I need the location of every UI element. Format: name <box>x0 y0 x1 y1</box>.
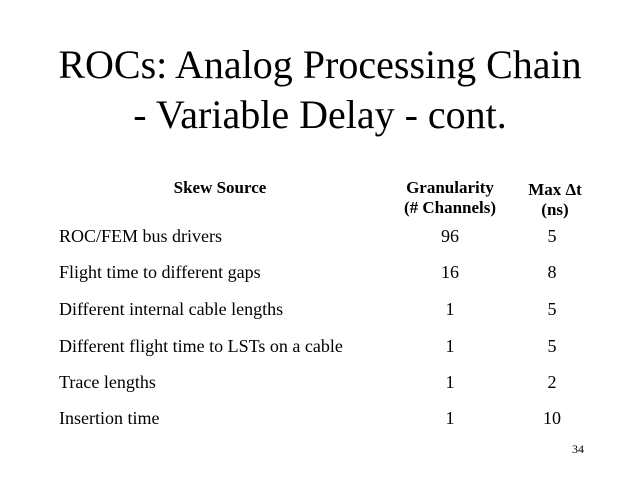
header-granularity-line-1: Granularity <box>406 178 494 197</box>
row-max-dt: 5 <box>547 299 557 319</box>
header-granularity-line-2: (# Channels) <box>403 198 497 217</box>
row-source: Different internal cable lengths <box>59 299 284 319</box>
header-max-dt <box>505 180 605 220</box>
table-row <box>0 296 640 322</box>
row-source: Trace lengths <box>59 372 156 392</box>
row-source: Insertion time <box>59 408 160 428</box>
row-max-dt: 5 <box>547 226 557 246</box>
row-max-dt: 10 <box>543 408 561 428</box>
row-source: Flight time to different gaps <box>59 262 261 282</box>
row-source: Different flight time to LSTs on a cable <box>59 336 343 356</box>
header-max-dt-line-1: Max Δt <box>528 180 582 199</box>
row-max-dt: 8 <box>547 262 557 282</box>
row-max-dt: 2 <box>547 372 557 392</box>
row-granularity: 96 <box>441 226 459 246</box>
header-skew-source: Skew Source <box>173 178 267 197</box>
page-number: 34 <box>572 442 584 456</box>
row-granularity: 16 <box>441 262 459 282</box>
table-row <box>0 223 640 249</box>
row-granularity: 1 <box>445 299 455 319</box>
table-row <box>0 369 640 395</box>
row-granularity: 1 <box>445 336 455 356</box>
table-row <box>0 405 640 431</box>
row-granularity: 1 <box>445 408 455 428</box>
header-max-dt-line-2: (ns) <box>541 200 569 219</box>
row-granularity: 1 <box>445 372 455 392</box>
title-line-1: ROCs: Analog Processing Chain <box>58 42 582 87</box>
table-row <box>0 259 640 285</box>
table-row <box>0 333 640 359</box>
row-source: ROC/FEM bus drivers <box>59 226 223 246</box>
title-line-2: - Variable Delay - cont. <box>133 92 507 137</box>
slide-title <box>0 40 640 140</box>
row-max-dt: 5 <box>547 336 557 356</box>
